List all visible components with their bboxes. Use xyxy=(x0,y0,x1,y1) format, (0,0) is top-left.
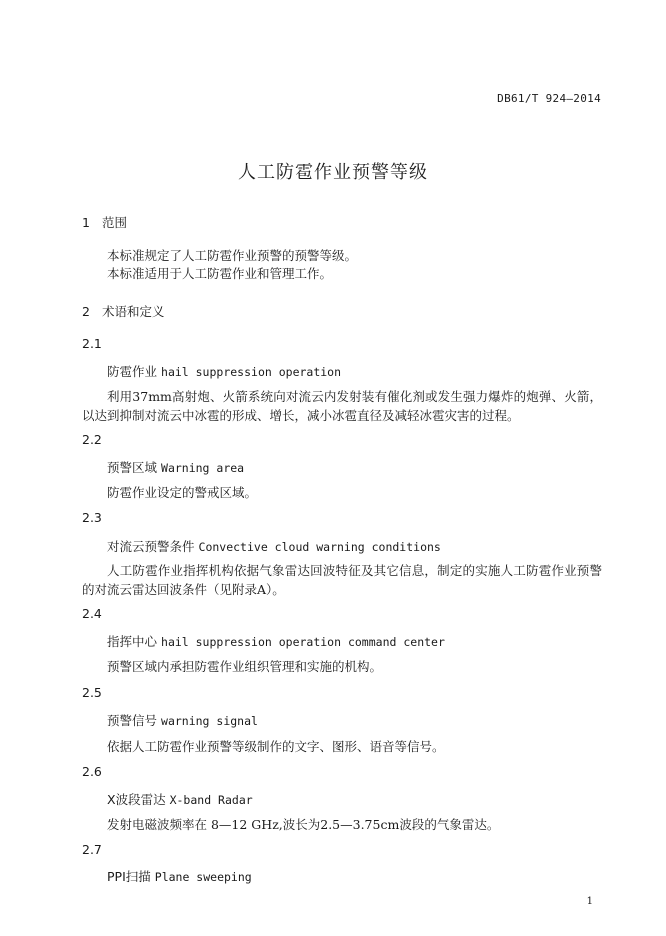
term-cn: 防雹作业 xyxy=(107,364,158,379)
term-definition: 利用37mm高射炮、火箭系统向对流云内发射装有催化剂或发生强力爆炸的炮弹、火箭，以达到抑制对流云中冰雹的形成、增长，减小冰雹直径及减轻冰雹灾害的过程。 xyxy=(82,389,602,423)
term-en: Convective cloud warning conditions xyxy=(198,540,441,554)
term-cn: 对流云预警条件 xyxy=(107,539,195,554)
term-en: X-band Radar xyxy=(169,793,253,807)
term-definition: 防雹作业设定的警戒区域。 xyxy=(107,485,258,500)
term-en: Warning area xyxy=(161,461,245,475)
paragraph: 本标准规定了人工防雹作业预警的预警等级。 xyxy=(107,248,358,263)
term-number: 2.5 xyxy=(82,685,102,700)
term-definition: 人工防雹作业指挥机构依据气象雷达回波特征及其它信息，制定的实施人工防雹作业预警的对流云雷达回波条件（见附录A）。 xyxy=(82,563,602,597)
term-cn: X波段雷达 xyxy=(107,792,166,807)
term-en: hail suppression operation xyxy=(161,365,342,379)
term-entry xyxy=(107,458,244,476)
term-en: hail suppression operation command center xyxy=(161,635,445,649)
term-number: 2.6 xyxy=(82,764,102,779)
term-number: 2.2 xyxy=(82,432,102,447)
section-title: 范围 xyxy=(102,215,128,230)
term-entry xyxy=(107,537,441,555)
page-number: 1 xyxy=(586,896,593,907)
document-title: 人工防雹作业预警等级 xyxy=(238,162,428,183)
standard-code: DB61/T 924—2014 xyxy=(497,92,601,105)
term-en: warning signal xyxy=(161,714,258,728)
term-number: 2.1 xyxy=(82,336,102,351)
term-entry xyxy=(107,790,253,808)
section-heading-terms xyxy=(82,302,165,320)
term-cn: PPI扫描 xyxy=(107,869,151,884)
paragraph: 本标准适用于人工防雹作业和管理工作。 xyxy=(107,266,333,281)
term-number: 2.4 xyxy=(82,606,102,621)
term-cn: 预警区域 xyxy=(107,460,158,475)
section-title: 术语和定义 xyxy=(102,304,165,319)
term-cn: 预警信号 xyxy=(107,713,158,728)
section-heading-scope xyxy=(82,213,127,231)
term-number: 2.3 xyxy=(82,510,102,525)
term-entry xyxy=(107,711,258,729)
term-definition: 依据人工防雹作业预警等级制作的文字、图形、语音等信号。 xyxy=(107,739,445,754)
term-cn: 指挥中心 xyxy=(107,634,158,649)
term-definition: 发射电磁波频率在 8—12 GHz,波长为2.5—3.75cm波段的气象雷达。 xyxy=(107,817,500,832)
term-definition: 预警区域内承担防雹作业组织管理和实施的机构。 xyxy=(107,659,383,674)
term-en: Plane sweeping xyxy=(154,870,252,884)
section-number: 2 xyxy=(82,304,90,319)
section-number: 1 xyxy=(82,215,90,230)
term-number: 2.7 xyxy=(82,842,102,857)
term-entry xyxy=(107,867,252,885)
term-entry xyxy=(107,632,445,650)
term-entry xyxy=(107,362,341,380)
